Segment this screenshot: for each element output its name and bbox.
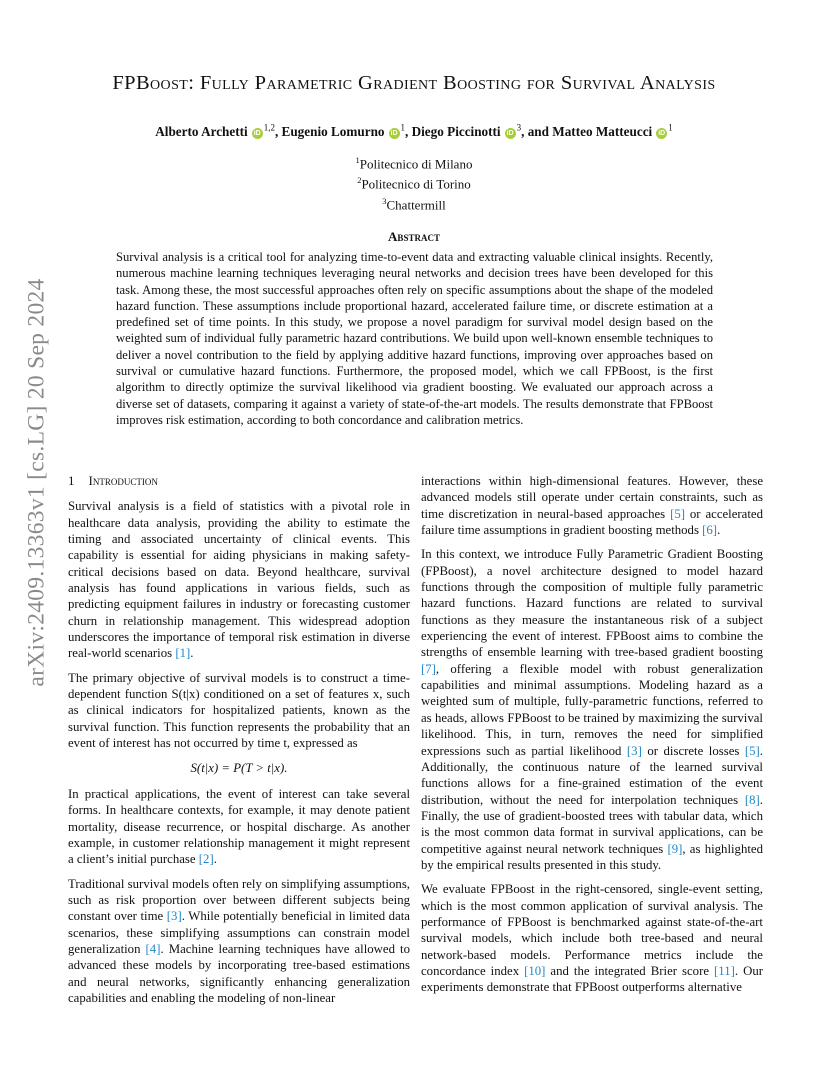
citation-link[interactable]: [2]	[198, 852, 214, 867]
left-column	[68, 473, 410, 1014]
equation: S(t|x) = P(T > t|x).	[190, 760, 288, 775]
affiliation: $^2$Politecnico di Torino	[357, 175, 471, 192]
citation-link[interactable]: [5]	[744, 743, 760, 758]
paragraph: The primary objective of survival models is to construct a time-dependent function S(t|x) conditioned on a set of features x, such as clinical indicators for hospitalized patients, known as the survival function. This function represents the probability that an event of interest has not occurred by time t, expressed as	[68, 670, 410, 751]
paragraph: Survival analysis is a field of statistics with a pivotal role in healthcare data analysis, providing the ability to estimate the timing and associated uncertainty of clinical events. This capability is essential for aiding physicians in making safety-critical decisions based on data. Beyond healthcare, survival analysis has found applications in various fields, such as predicting equipment failures in industry or forecasting customer churn in relationship management. This widespread adoption underscores the importance of temporal risk estimation in diverse real-world scenarios [1].	[68, 499, 410, 661]
paragraph: Traditional survival models often rely on simplifying assumptions, such as risk proportion over between different subjects being constant over time [3]. While potentially beneficial in limited data scenarios, these simplifying assumptions can constrain model generalization [4]. Machine learning techniques have allowed to advanced these models by incorporating tree-based estimations and neural networks, significantly enhancing generalization capabilities and enabling the modeling of non-linear	[68, 876, 410, 1005]
paper-title: FPBoost: Fully Parametric Gradient Boosting for Survival Analysis	[112, 72, 716, 94]
affiliation: $^3$Chattermill	[382, 195, 446, 212]
affiliation-list	[60, 152, 768, 213]
arxiv-identifier	[22, 277, 52, 687]
author-0: Alberto Archetti iD$^{1,2}$,	[155, 123, 282, 140]
section-number: 1	[68, 473, 75, 488]
paragraph: interactions within high-dimensional features. However, these advanced models still operate under certain constraints, such as time discretization in neural-based approaches [5] or accelerated failure time assumptions in gradient boosting methods [6].	[421, 474, 763, 538]
arxiv-id-text: arXiv:2409.13363v1 [cs.LG] 20 Sep 2024	[23, 277, 50, 687]
citation-link[interactable]: [11]	[714, 963, 735, 978]
paragraph: We evaluate FPBoost in the right-censored, single-event setting, which is the most common application of survival analysis. The performance of FPBoost is benchmarked against state-of-the-art survival models, which include both tree-based and neural network-based models. Performance metrics include the concordance index [10] and the integrated Brier score [11]. Our experiments demonstrate that FPBoost outperforms alternative	[421, 882, 763, 995]
citation-link[interactable]: [3]	[626, 743, 642, 758]
affiliation: $^1$Politecnico di Milano	[355, 155, 473, 172]
citation-link[interactable]: [7]	[421, 661, 436, 676]
citation-link[interactable]: [1]	[175, 646, 191, 661]
orcid-icon[interactable]: iD	[390, 130, 398, 138]
paragraph: In practical applications, the event of interest can take several forms. In healthcare contexts, for example, it may denote patient mortality, disease recurrence, or hospital discharge. As another example, in customer relationship management it might represent a client’s initial purchase [2].	[68, 786, 410, 867]
paragraph: In this context, we introduce Fully Parametric Gradient Boosting (FPBoost), a novel architecture designed to model hazard functions through the composition of multiple fully parametric hazard functions. Hazard functions are related to survival functions as they measure the instantaneous risk of a subject experiencing the event of interest. FPBoost aims to combine the strengths of ensemble learning with tree-based gradient boosting [7], offering a flexible model with robust generalization capabilities and minimal assumptions. Modeling hazard as a weighted sum of multiple, fully-parametric functions, referred to as heads, allows FPBoost to be trained by maximizing the survival likelihood. This, in turn, removes the need for simplified expressions such as partial likelihood [3] or discrete losses [5]. Additionally, the continuous nature of the learned survival functions allows for a fine-grained estimation of the event distribution, without the need for interpolation techniques [8]. Finally, the use of gradient-boosted trees with tabular data, which is the most common data format in survival applications, can be competitive against neural network techniques [9], as highlighted by the empirical results presented in this study.	[421, 547, 763, 872]
orcid-icon[interactable]: iD	[253, 130, 261, 138]
author-2: Diego Piccinotti $iD^3$, and	[411, 123, 553, 140]
citation-link[interactable]: [6]	[702, 523, 718, 538]
author-3: Matteo Matteucci $iD^1$	[552, 123, 673, 140]
citation-link[interactable]: [5]	[670, 506, 685, 521]
citation-link[interactable]: [10]	[524, 963, 546, 978]
abstract-heading: Abstract	[388, 229, 440, 244]
abstract-text: Survival analysis is a critical tool for analyzing time-to-event data and extracting valuable clinical insights. Recently, numerous machine learning techniques leveraging neural networks and decision trees have been developed for this task. Among these, the most successful approaches often rely on specific assumptions about the shape of the modeled hazard function. These assumptions include proportional hazard, accelerated failure time, or discrete estimation at a predefined set of time points. In this study, we propose a novel paradigm for survival model design based on the weighted sum of individual fully parametric hazard contributions. We build upon well-known ensemble techniques to deliver a novel contribution to the field by applying additive hazard functions, improving over approaches based on survival or cumulative hazard functions. Furthermore, the proposed model, which we call FPBoost, is the first algorithm to directly optimize the survival likelihood via gradient boosting. We evaluated our approach across a diverse set of datasets, comparing it against a variety of state-of-the-art models. The results demonstrate that FPBoost improves risk estimation, according to both concordance and calibration metrics.	[116, 250, 713, 427]
author-1: Eugenio Lomurno $iD^1$,	[281, 123, 412, 140]
citation-link[interactable]: [4]	[145, 941, 161, 956]
orcid-icon[interactable]: iD	[506, 130, 514, 138]
section-title: Introduction	[88, 473, 158, 488]
section-heading	[68, 473, 410, 489]
citation-link[interactable]: [9]	[667, 841, 683, 856]
orcid-icon[interactable]: iD	[658, 130, 666, 138]
right-column	[421, 473, 763, 1004]
citation-link[interactable]: [3]	[166, 909, 182, 924]
citation-link[interactable]: [8]	[744, 792, 760, 807]
author-list	[60, 123, 768, 140]
